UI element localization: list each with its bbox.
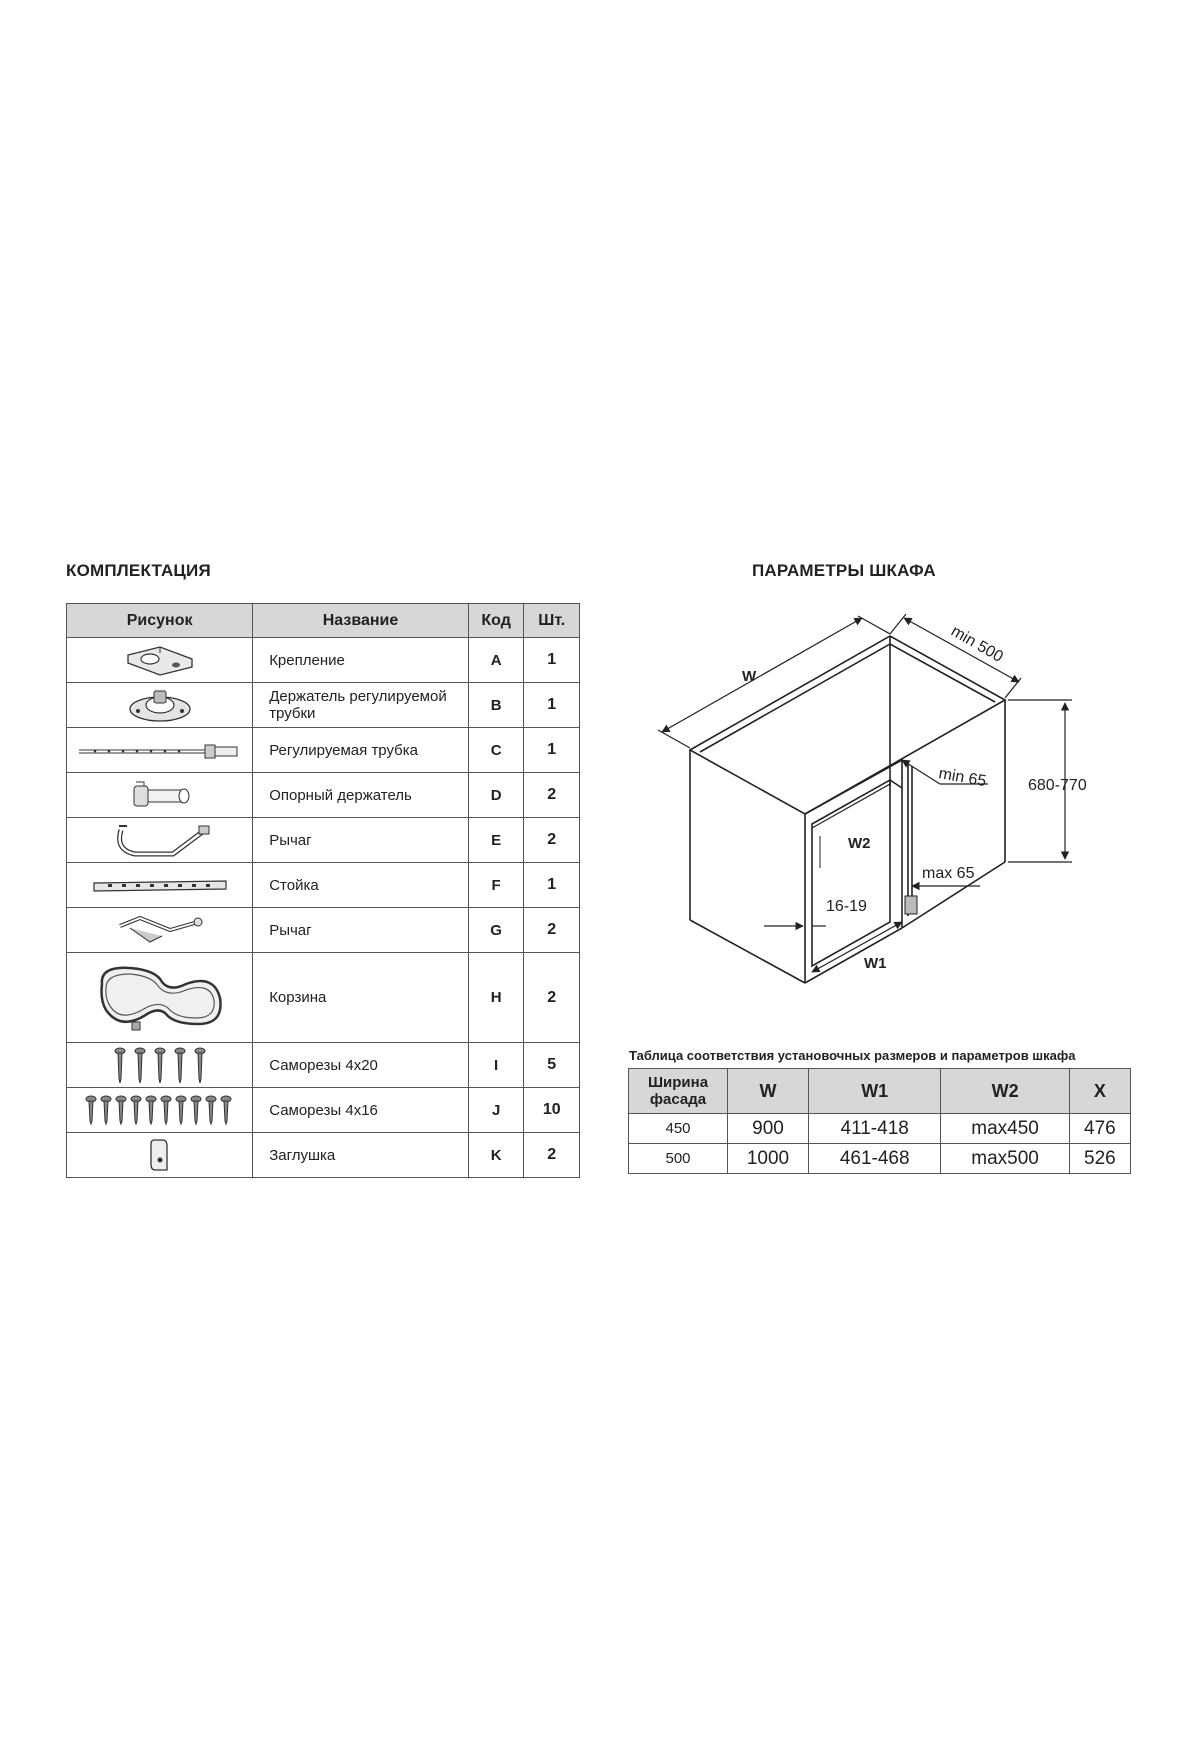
mount-bracket-icon <box>67 638 253 683</box>
label-height: 680-770 <box>1028 777 1087 794</box>
list-item-qty: 2 <box>524 773 580 818</box>
rack-icon <box>67 863 253 908</box>
cell-w2: max450 <box>941 1114 1069 1144</box>
table-row <box>67 728 580 773</box>
list-item-name: Крепление <box>253 638 469 683</box>
table-row <box>67 1088 580 1133</box>
list-item-code: F <box>468 863 524 908</box>
list-item-qty: 5 <box>524 1043 580 1088</box>
kit-title: КОМПЛЕКТАЦИЯ <box>66 561 211 580</box>
label-max65: max 65 <box>922 865 975 882</box>
header-qty: Шт. <box>524 604 580 638</box>
list-item-qty: 2 <box>524 953 580 1043</box>
list-item-name: Корзина <box>253 953 469 1043</box>
list-item-name: Заглушка <box>253 1133 469 1178</box>
header-facade-width: Ширина фасада <box>629 1069 728 1114</box>
cell-x: 526 <box>1069 1144 1130 1174</box>
label-thickness: 16-19 <box>826 898 867 915</box>
cell-w1: 461-468 <box>809 1144 941 1174</box>
table-row <box>67 908 580 953</box>
support-holder-icon <box>67 773 253 818</box>
dims-table <box>628 1068 1131 1174</box>
list-item-code: H <box>468 953 524 1043</box>
dim-w2-line <box>812 784 890 828</box>
tube-holder-icon <box>67 683 253 728</box>
header-x: X <box>1069 1069 1130 1114</box>
label-w: W <box>742 668 757 685</box>
list-item-name: Саморезы 4x16 <box>253 1088 469 1133</box>
list-item-code: E <box>468 818 524 863</box>
cell-w: 900 <box>728 1114 809 1144</box>
list-item-qty: 2 <box>524 908 580 953</box>
basket-icon <box>67 953 253 1043</box>
table-row <box>67 683 580 728</box>
table-row <box>67 953 580 1043</box>
header-w2: W2 <box>941 1069 1069 1114</box>
list-item-qty: 1 <box>524 638 580 683</box>
screw-4x20-icon <box>67 1043 253 1088</box>
table-row <box>67 818 580 863</box>
cabinet-title: ПАРАМЕТРЫ ШКАФА <box>752 561 936 580</box>
list-item-code: K <box>468 1133 524 1178</box>
list-item-code: C <box>468 728 524 773</box>
cell-x: 476 <box>1069 1114 1130 1144</box>
hinge-icon <box>905 896 917 914</box>
header-picture: Рисунок <box>67 604 253 638</box>
list-item-name: Саморезы 4x20 <box>253 1043 469 1088</box>
list-item-name: Рычаг <box>253 818 469 863</box>
cell-w1: 411-418 <box>809 1114 941 1144</box>
list-item-code: G <box>468 908 524 953</box>
list-item-qty: 2 <box>524 1133 580 1178</box>
table-row <box>67 1133 580 1178</box>
header-w: W <box>728 1069 809 1114</box>
dim-w1 <box>812 922 902 972</box>
list-item-name: Опорный держатель <box>253 773 469 818</box>
list-item-code: J <box>468 1088 524 1133</box>
header-name: Название <box>253 604 469 638</box>
cell-w2: max500 <box>941 1144 1069 1174</box>
table-row <box>67 1043 580 1088</box>
parts-header-row <box>67 604 580 638</box>
list-item-code: B <box>468 683 524 728</box>
list-item-name: Регулируемая трубка <box>253 728 469 773</box>
label-depth: min 500 <box>948 622 1006 666</box>
header-w1: W1 <box>809 1069 941 1114</box>
list-item-code: A <box>468 638 524 683</box>
list-item-code: I <box>468 1043 524 1088</box>
dim-w <box>658 616 890 748</box>
label-w1: W1 <box>864 955 887 972</box>
list-item-code: D <box>468 773 524 818</box>
label-min65: min 65 <box>937 765 988 791</box>
table-row <box>629 1114 1131 1144</box>
table-row <box>67 773 580 818</box>
cabinet-diagram <box>640 600 1120 1010</box>
lever-g-icon <box>67 908 253 953</box>
screw-4x16-icon <box>67 1088 253 1133</box>
cell-w: 1000 <box>728 1144 809 1174</box>
label-w2: W2 <box>848 835 871 852</box>
dims-caption: Таблица соответствия установочных размеров и параметров шкафа <box>629 1048 1076 1063</box>
list-item-qty: 1 <box>524 683 580 728</box>
lever-e-icon <box>67 818 253 863</box>
dims-header-row <box>629 1069 1131 1114</box>
list-item-name: Стойка <box>253 863 469 908</box>
parts-table <box>66 603 580 1178</box>
list-item-qty: 2 <box>524 818 580 863</box>
adjustable-tube-icon <box>67 728 253 773</box>
list-item-name: Рычаг <box>253 908 469 953</box>
header-code: Код <box>468 604 524 638</box>
list-item-qty: 1 <box>524 863 580 908</box>
list-item-name: Держатель регулируемой трубки <box>253 683 469 728</box>
table-row <box>629 1144 1131 1174</box>
table-row <box>67 638 580 683</box>
table-row <box>67 863 580 908</box>
list-item-qty: 1 <box>524 728 580 773</box>
cabinet-outline <box>690 636 1005 983</box>
cap-plug-icon <box>67 1133 253 1178</box>
cell-facade: 500 <box>629 1144 728 1174</box>
list-item-qty: 10 <box>524 1088 580 1133</box>
cell-facade: 450 <box>629 1114 728 1144</box>
